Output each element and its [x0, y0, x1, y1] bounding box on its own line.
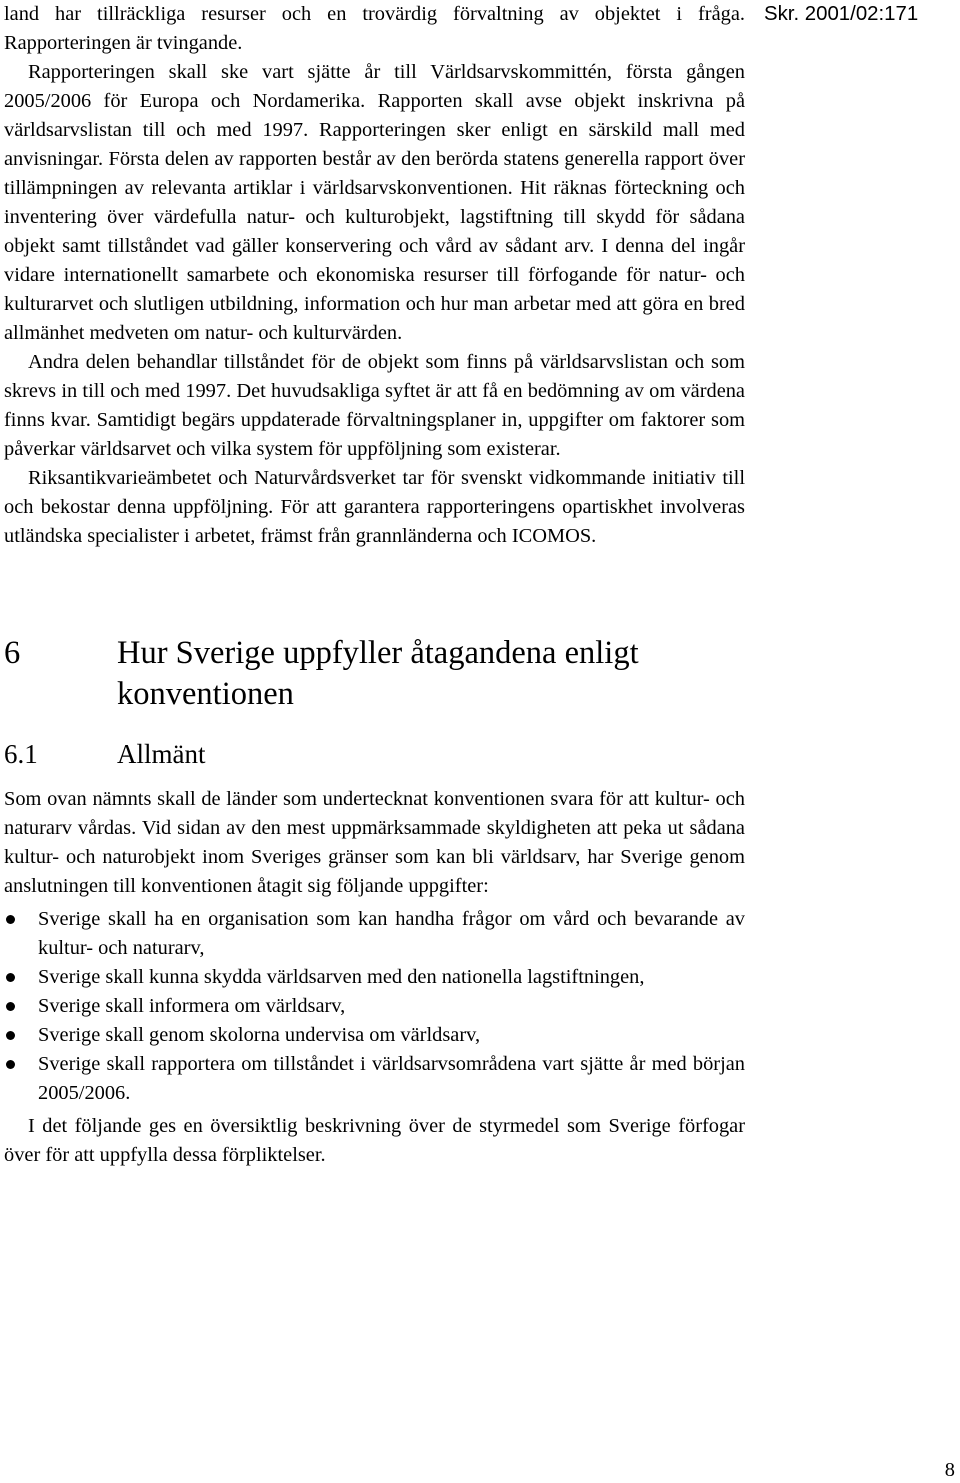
paragraph: I det följande ges en översiktlig beskrivning över de styrmedel som Sverige förfogar över för att uppfylla dessa förpliktelser. — [4, 1115, 745, 1166]
bullet-icon — [6, 915, 15, 924]
paragraph: Rapporteringen skall ske vart sjätte år till Världsarvskommittén, första gången 2005/2006 för Europa och Nordamerika. Rapporten skall avse objekt inskrivna på världsarvslistan till och med 1997. Rapporteringen sker enligt en särskild mall med anvisningar. Första delen av rapporten består av den berörda statens generella rapport över tillämpningen av relevanta artiklar i världsarvskonventionen. Hit räknas förteckning och inventering över värdefulla natur- och kulturobjekt, lagstiftning till skydd för sådana objekt samt tillståndet vad gäller konservering och vård av sådant arv. I denna del ingår vidare internationellt samarbete och ekonomiska resurser till förfogande för natur- och kulturarvet och slutligen utbildning, information och hur man arbetar med att göra en bred allmänhet medveten om natur- och kulturvärden. — [4, 61, 745, 344]
list-item — [4, 992, 745, 1021]
list-item-text: Sverige skall informera om världsarv, — [38, 995, 346, 1017]
bullet-icon — [6, 1031, 15, 1040]
subsection-number: 6.1 — [4, 739, 38, 769]
bullet-icon — [6, 1060, 15, 1069]
list-item-text: Sverige skall kunna skydda världsarven med den nationella lagstiftningen, — [38, 966, 645, 988]
paragraph: Andra delen behandlar tillståndet för de objekt som finns på världsarvslistan och som skrevs in till och med 1997. Det huvudsakliga syftet är att få en bedömning av om värdena finns kvar. Samtidigt begärs uppdaterade förvaltningsplaner in, uppgifter om faktorer som påverkar världsarvet och vilka system för uppföljning som existerar. — [4, 351, 745, 460]
obligations-list — [4, 905, 745, 1108]
list-item-text: Sverige skall ha en organisation som kan handha frågor om vård och bevarande av kultur- och naturarv, — [38, 908, 745, 959]
section-heading — [4, 633, 745, 715]
document-reference: Skr. 2001/02:171 — [764, 3, 919, 25]
section-spacer — [4, 551, 745, 633]
list-item-text: Sverige skall genom skolorna undervisa om världsarv, — [38, 1024, 481, 1046]
section-number: 6 — [4, 635, 21, 671]
bullet-icon — [6, 973, 15, 982]
paragraph: Som ovan nämnts skall de länder som undertecknat konventionen svara för att kultur- och naturarv vårdas. Vid sidan av den mest uppmärksammade skyldigheten att peka ut sådana kultur- och naturobjekt inom Sveriges gränser som kan bli världsarv, har Sverige genom anslutningen till konventionen åtagit sig följande uppgifter: — [4, 788, 745, 897]
list-item — [4, 1021, 745, 1050]
paragraph: Riksantikvarieämbetet och Naturvårdsverket tar för svenskt vidkommande initiativ till och bekostar denna uppföljning. För att garantera rapporteringens opartiskhet involveras utländska specialister i arbetet, främst från grannländerna och ICOMOS. — [4, 467, 745, 547]
list-item — [4, 905, 745, 963]
list-item — [4, 963, 745, 992]
bullet-icon — [6, 1002, 15, 1011]
subsection-heading — [4, 737, 745, 771]
subsection-title: Allmänt — [117, 739, 206, 769]
page-body — [4, 0, 745, 1170]
list-item-text: Sverige skall rapportera om tillståndet i världsarvsområdena vart sjätte år med början 2005/2006. — [38, 1053, 745, 1104]
list-item — [4, 1050, 745, 1108]
section-title: Hur Sverige uppfyller åtagandena enligt konventionen — [117, 635, 639, 712]
paragraph: land har tillräckliga resurser och en trovärdig förvaltning av objektet i fråga. Rapporteringen är tvingande. — [4, 3, 745, 54]
page-number: 8 — [944, 1459, 955, 1481]
